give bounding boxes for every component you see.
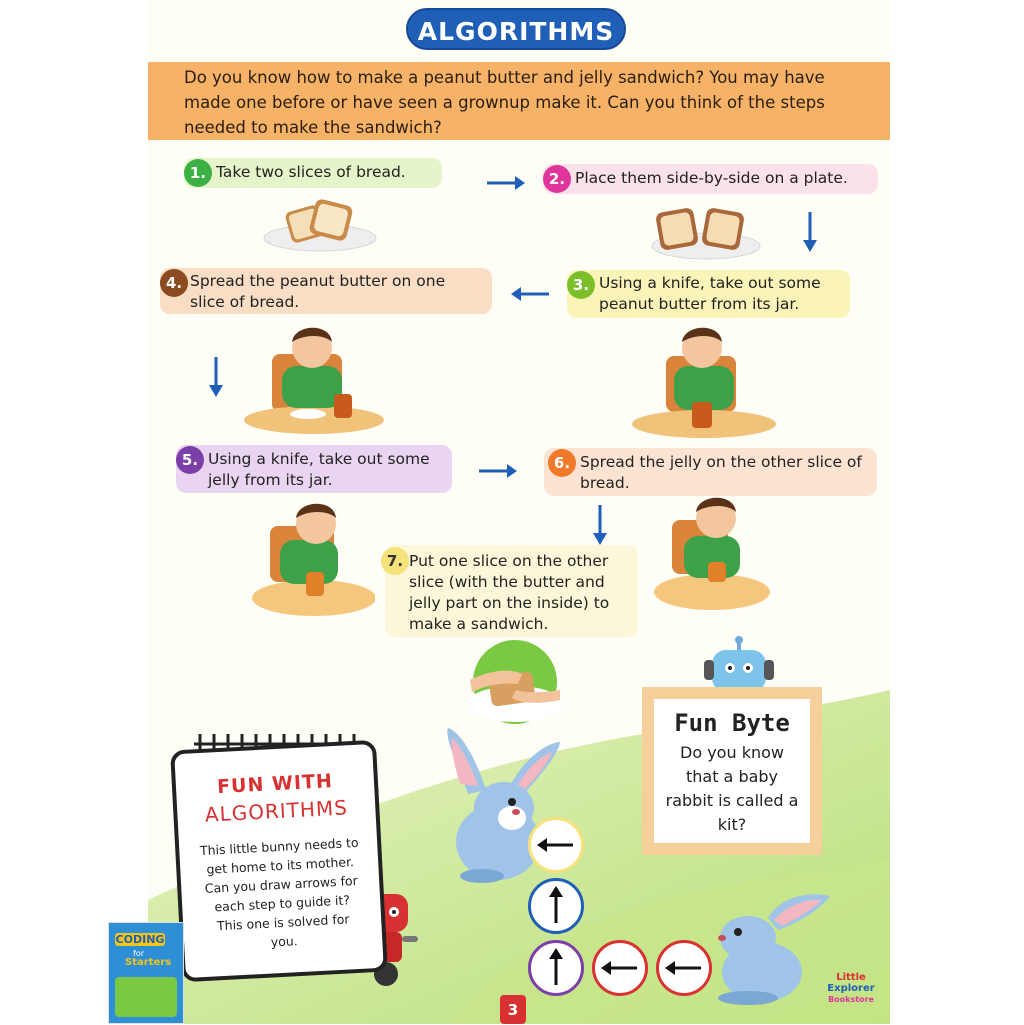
- step-7: [385, 545, 638, 637]
- child-spreading-jelly-illustration: [650, 496, 770, 612]
- book-cover-title: CODING: [115, 933, 165, 946]
- step-text: Using a knife, take out some jelly from its jar.: [208, 450, 430, 489]
- step-text: Using a knife, take out some peanut butter from its jar.: [599, 274, 821, 313]
- arrow-up-icon: [531, 881, 581, 931]
- book-cover-thumbnail: [108, 922, 184, 1024]
- activity-instructions: This little bunny needs to get home to its mother. Can you draw arrows for each step to guide it? This one is solved for you.: [199, 834, 359, 950]
- activity-title-line1: FUN WITH: [216, 770, 334, 799]
- step-text: Take two slices of bread.: [216, 163, 406, 181]
- step-text: Place them side-by-side on a plate.: [575, 169, 848, 187]
- arrow-left-icon: [531, 820, 581, 870]
- step-4: [160, 268, 492, 314]
- path-step-left-solved: [528, 817, 584, 873]
- book-cover-subtitle: Starters: [125, 957, 172, 968]
- step-number: 1.: [184, 159, 212, 187]
- activity-title-line2: ALGORITHMS: [204, 795, 349, 827]
- arrow-down-icon: [589, 503, 611, 547]
- path-step-left[interactable]: [592, 940, 648, 996]
- step-text: Spread the jelly on the other slice of bread.: [580, 453, 862, 492]
- fun-byte-text: Do you know that a baby rabbit is called a kit?: [665, 743, 799, 834]
- step-text: Put one slice on the other slice (with the butter and jelly part on the inside) to make a sandwich.: [409, 552, 610, 633]
- step-5: [176, 445, 452, 493]
- child-spreading-peanut-butter-illustration: [244, 320, 392, 438]
- path-step-up[interactable]: [528, 878, 584, 934]
- arrow-right-icon: [477, 460, 521, 482]
- step-number: 4.: [160, 269, 188, 297]
- page-title: ALGORITHMS: [406, 8, 626, 50]
- watermark-line: Little: [836, 972, 866, 983]
- step-6: [544, 448, 877, 496]
- arrow-down-icon: [205, 355, 227, 399]
- book-cover-subtitle: for: [133, 949, 144, 958]
- watermark-line: Bookstore: [828, 995, 874, 1004]
- step-text: Spread the peanut butter on one slice of bread.: [190, 272, 446, 311]
- step-number: 3.: [567, 271, 595, 299]
- arrow-up-icon: [531, 943, 581, 993]
- activity-notebook: [170, 740, 388, 982]
- child-with-jelly-illustration: [250, 500, 375, 618]
- mother-rabbit-illustration: [708, 888, 834, 1006]
- arrow-left-icon: [595, 943, 645, 993]
- arrow-right-icon: [485, 172, 529, 194]
- step-2: [543, 164, 878, 194]
- sandwich-hands-illustration: [460, 640, 570, 724]
- step-3: [567, 270, 850, 318]
- path-step-left[interactable]: [656, 940, 712, 996]
- page-number: 3: [500, 995, 526, 1024]
- child-with-knife-illustration: [630, 320, 778, 440]
- watermark-line: Explorer: [827, 983, 875, 994]
- bookstore-watermark: [823, 972, 879, 1005]
- fun-byte-heading: Fun Byte: [674, 709, 790, 737]
- book-cover-art: [115, 977, 177, 1017]
- bread-on-plate-illustration: [648, 202, 764, 262]
- step-number: 7.: [381, 547, 409, 575]
- arrow-left-icon: [507, 283, 551, 305]
- step-number: 5.: [176, 446, 204, 474]
- intro-text: Do you know how to make a peanut butter and jelly sandwich? You may have made one before or have seen a grownup make it. Can you think of the steps needed to make the sandwich?: [148, 62, 890, 140]
- bread-slices-illustration: [262, 196, 378, 254]
- arrow-down-icon: [799, 210, 821, 254]
- arrow-left-icon: [659, 943, 709, 993]
- fun-byte-card: [654, 699, 810, 843]
- fun-byte-box: [642, 687, 822, 855]
- step-number: 2.: [543, 165, 571, 193]
- path-step-up[interactable]: [528, 940, 584, 996]
- step-1: [184, 158, 442, 188]
- step-number: 6.: [548, 449, 576, 477]
